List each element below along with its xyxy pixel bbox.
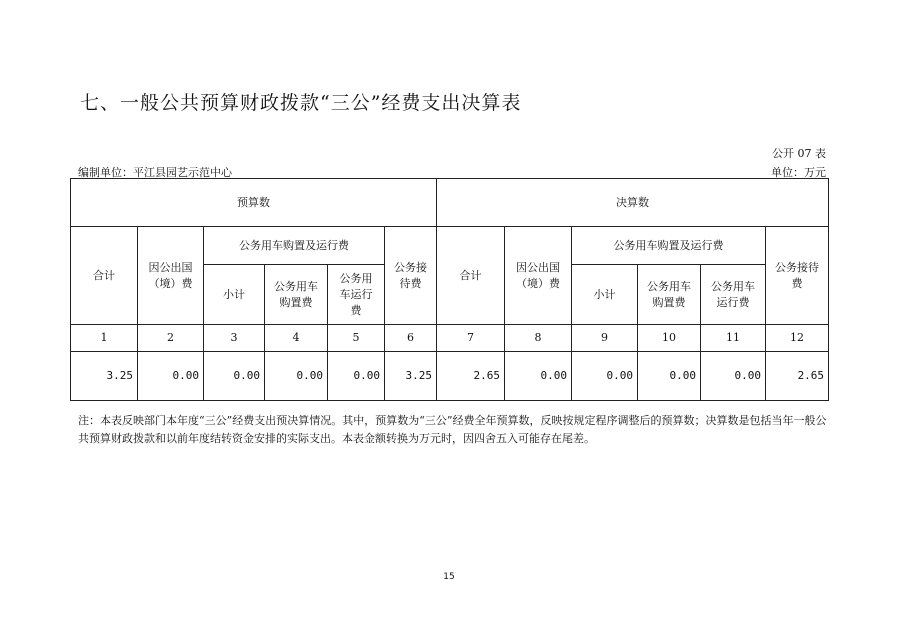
form-number: 公开 07 表 (772, 147, 826, 160)
final-abroad-line2: （境）费 (516, 276, 561, 290)
final-reception-line1: 公务接待 (775, 260, 820, 274)
index-cell: 8 (505, 325, 572, 352)
final-header: 决算数 (437, 179, 829, 227)
final-running-line1: 公务用车 (711, 279, 756, 293)
budget-reception-line1: 公务接 (394, 260, 428, 274)
value-cell: 0.00 (505, 352, 572, 401)
table-header-row-1 (71, 179, 829, 227)
budget-running-line1: 公务用 (339, 271, 373, 285)
budget-purchase-line1: 公务用车 (274, 279, 318, 293)
final-reception-line2: 费 (791, 276, 803, 290)
value-cell: 3.25 (385, 352, 437, 401)
index-cell: 4 (265, 325, 328, 352)
value-cell: 0.00 (701, 352, 766, 401)
budget-header: 预算数 (71, 179, 437, 227)
budget-abroad-header (138, 227, 204, 325)
value-cell: 3.25 (71, 352, 138, 401)
index-cell: 1 (71, 325, 138, 352)
final-running-header (701, 265, 766, 325)
organization-label: 编制单位：平江县园艺示范中心 (78, 166, 232, 179)
table-header-row-2 (71, 227, 829, 265)
budget-abroad-line1: 因公出国 (148, 260, 193, 274)
page-title: 七、一般公共预算财政拨款“三公”经费支出决算表 (80, 92, 522, 114)
final-purchase-line2: 购置费 (652, 295, 686, 309)
budget-vehicle-header: 公务用车购置及运行费 (204, 227, 385, 265)
value-cell: 0.00 (638, 352, 701, 401)
value-cell: 2.65 (766, 352, 829, 401)
index-cell: 11 (701, 325, 766, 352)
index-cell: 9 (572, 325, 638, 352)
index-cell: 5 (328, 325, 385, 352)
unit-label: 单位：万元 (771, 166, 826, 179)
final-subtotal-header: 小计 (572, 265, 638, 325)
final-abroad-header (505, 227, 572, 325)
budget-running-header (328, 265, 385, 325)
final-running-line2: 运行费 (716, 295, 750, 309)
value-cell: 2.65 (437, 352, 505, 401)
index-cell: 3 (204, 325, 265, 352)
budget-purchase-line2: 购置费 (279, 295, 313, 309)
final-total-header: 合计 (437, 227, 505, 325)
final-purchase-line1: 公务用车 (647, 279, 692, 293)
budget-reception-line2: 待费 (399, 276, 422, 290)
budget-purchase-header (265, 265, 328, 325)
final-abroad-line1: 因公出国 (516, 260, 561, 274)
table-note: 注：本表反映部门本年度“三公”经费支出预决算情况。其中，预算数为“三公”经费全年预算数，反映按规定程序调整后的预算数；决算数是包括当年一般公共预算财政拨款和以前年度结转资金安排的实际支出。本表金额转换为万元时，因四舍五入可能存在尾差。 (78, 414, 827, 445)
index-cell: 10 (638, 325, 701, 352)
budget-abroad-line2: （境）费 (148, 276, 193, 290)
budget-total-header: 合计 (71, 227, 138, 325)
index-cell: 2 (138, 325, 204, 352)
final-purchase-header (638, 265, 701, 325)
index-cell: 7 (437, 325, 505, 352)
table-values-row (71, 352, 829, 401)
final-vehicle-header: 公务用车购置及运行费 (572, 227, 766, 265)
budget-running-line2: 车运行 (339, 287, 373, 301)
index-cell: 6 (385, 325, 437, 352)
value-cell: 0.00 (572, 352, 638, 401)
budget-subtotal-header: 小计 (204, 265, 265, 325)
value-cell: 0.00 (265, 352, 328, 401)
budget-running-line3: 费 (350, 303, 362, 317)
three-public-expense-table (70, 178, 828, 401)
page-number: 15 (443, 572, 455, 582)
budget-reception-header (385, 227, 437, 325)
value-cell: 0.00 (138, 352, 204, 401)
table-index-row (71, 325, 829, 352)
value-cell: 0.00 (328, 352, 385, 401)
index-cell: 12 (766, 325, 829, 352)
final-reception-header (766, 227, 829, 325)
value-cell: 0.00 (204, 352, 265, 401)
